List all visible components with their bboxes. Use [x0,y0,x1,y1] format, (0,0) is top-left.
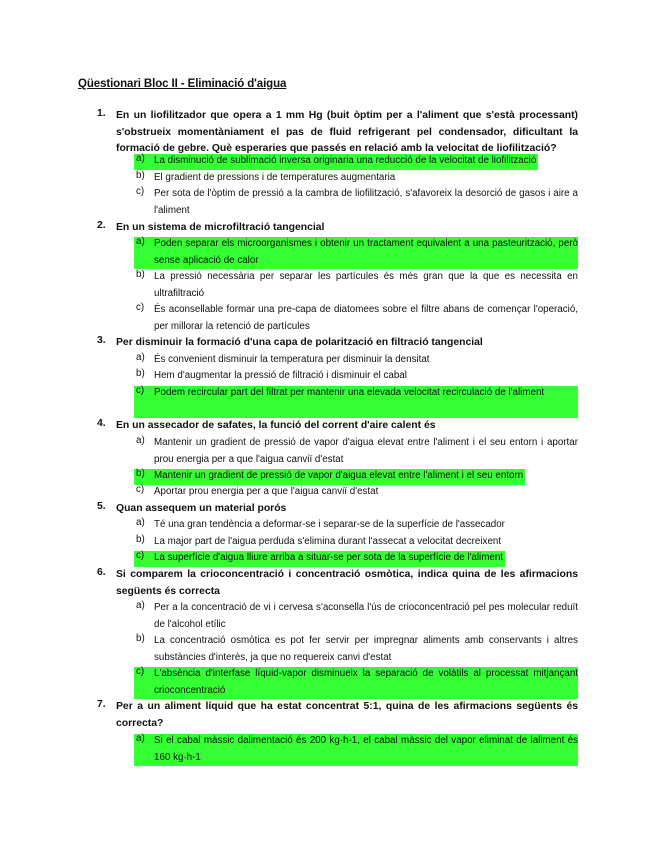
option-text: És aconsellable formar una pre-capa de diatomees sobre el filtre abans de començar l'operació, per millorar la retenció de partícules [154,304,578,332]
option-letter: c) [136,550,145,561]
option-letter: c) [136,484,145,495]
page-title: Qüestionari Bloc II - Eliminació d'aigua [78,78,287,90]
question-text: En un sistema de microfiltració tangencial [116,222,325,233]
option-letter: c) [136,186,145,197]
question-text: Per a un aliment líquid que ha estat concentrat 5:1, quina de les afirmacions següents és correcta? [116,701,578,729]
question-text: Si comparem la crioconcentració i concentració osmòtica, indica quina de les afirmacions següents és correcta [116,569,578,597]
option-letter: b) [136,269,145,280]
option-text: Si el cabal màssic dalimentació és 200 kg·h-1, el cabal màssic del vapor eliminat de laliment és 160 kg·h-1 [154,735,578,763]
option-text: Té una gran tendència a deformar-se i separar-se de la superfície de l'assecador [154,519,505,530]
option-text: Aportar prou energia per a que l'aigua canviï d'estat [154,486,379,497]
question-number: 5. [97,501,106,512]
option-text: Mantenir un gradient de pressió de vapor d'aigua elevat entre l'aliment i el seu entorn i aportar prou energia per a que l'aigua canviï d'estat [154,437,578,465]
option-letter: b) [136,468,145,479]
option-letter: a) [136,435,145,446]
option-text: La superfície d'aigua lliure arriba a situar-se per sota de la superfície de l'aliment [154,552,503,563]
option-text: Mantenir un gradient de pressió de vapor d'aigua elevat entre l'aliment i el seu entorn [154,470,524,481]
option-letter: b) [136,170,145,181]
option-text: La concentració osmòtica es pot fer servir per impregnar aliments amb conservants i altres substàncies d'interès, ja que no requereix canvi d'estat [154,635,578,663]
option-text: Podem recircular part del filtrat per mantenir una elevada velocitat recirculació de l'aliment [154,387,545,398]
question-number: 7. [97,699,106,710]
option-letter: c) [136,385,145,396]
option-letter: b) [136,534,145,545]
option-text: La disminució de sublimació inversa originaria una reducció de la velocitat de liofilització [154,155,537,166]
option-text: Per a la concentració de vi i cervesa s'aconsella l'ús de crioconcentració pel pes molecular reduït de l'alcohol etílic [154,602,578,630]
question-text: Quan assequem un material porós [116,503,287,514]
option-letter: c) [136,666,145,677]
option-text: És convenient disminuir la temperatura per disminuir la densitat [154,354,430,365]
question-number: 3. [97,335,106,346]
option-text: Hem d'augmentar la pressió de filtració i disminuir el cabal [154,370,407,381]
option-letter: a) [136,153,145,164]
option-letter: a) [136,352,145,363]
question-number: 2. [97,220,106,231]
question-text: Per disminuir la formació d'una capa de polarització en filtració tangencial [116,337,483,348]
option-letter: a) [136,600,145,611]
option-text: La pressió necessària per separar les partícules és més gran que la que es necessita en ultrafiltració [154,271,578,299]
question-number: 4. [97,418,106,429]
option-letter: a) [136,733,145,744]
question-text: En un liofilitzador que opera a 1 mm Hg (buit òptim per a l'aliment que s'està processant) s'obstrueix momentàniament el pas de fluid refrigerant pel condensador, dificultant la formació de gebre. Què esperaries que passés en relació amb la velocitat de liofilització? [116,110,578,154]
question-text: En un assecador de safates, la funció del corrent d'aire calent és [116,420,436,431]
option-text: El gradient de pressions i de temperatures augmentaria [154,172,396,183]
question-number: 6. [97,567,106,578]
option-letter: b) [136,633,145,644]
option-text: L'absència d'interfase líquid-vapor disminueix la separació de volàtils al processat mitjançant crioconcentració [154,668,578,696]
option-text: La major part de l'aigua perduda s'elimina durant l'assecat a velocitat decreixent [154,536,502,547]
question-number: 1. [97,108,106,119]
option-letter: a) [136,236,145,247]
option-letter: c) [136,302,145,313]
option-text: Poden separar els microorganismes i obtenir un tractament equivalent a una pasteurització, però sense aplicació de calor [154,238,578,266]
option-letter: b) [136,368,145,379]
option-letter: a) [136,517,145,528]
option-text: Per sota de l'òptim de pressió a la cambra de liofilització, s'afavoreix la desorció de gasos i aire a l'aliment [154,188,578,216]
